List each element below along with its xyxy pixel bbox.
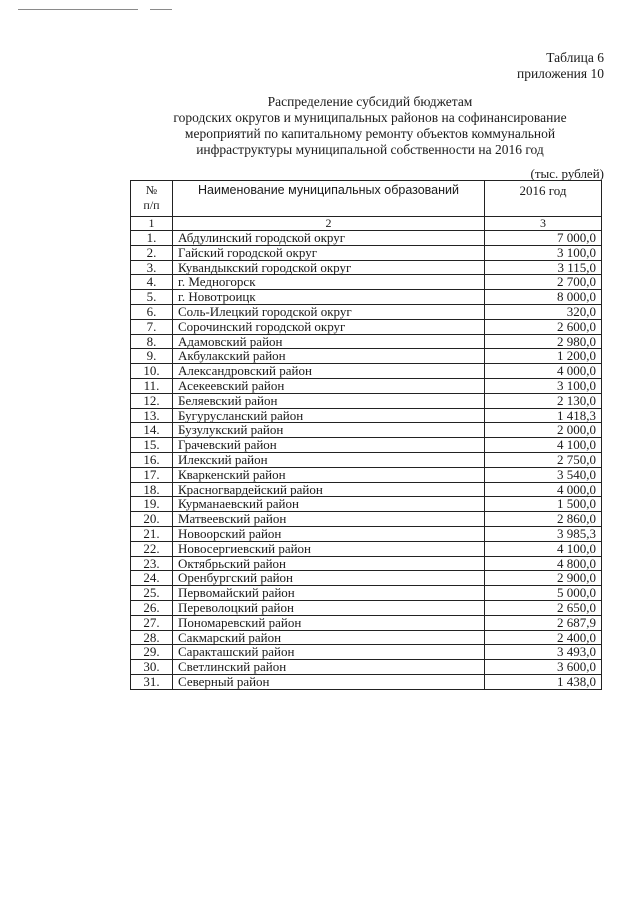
table-row [131,571,602,586]
subsidy-amount: 3 100,0 [485,378,602,393]
title-line: инфраструктуры муниципальной собственности на 2016 год [196,142,544,157]
row-number: 15. [131,438,173,453]
subsidy-amount: 1 500,0 [485,497,602,512]
municipality-name: Октябрьский район [173,556,485,571]
table-row [131,364,602,379]
table-row [131,378,602,393]
subsidy-amount: 1 200,0 [485,349,602,364]
municipality-name: Матвеевский район [173,512,485,527]
row-number: 2. [131,245,173,260]
column-index: 2 [173,217,485,231]
row-number: 31. [131,674,173,689]
subsidy-amount: 3 115,0 [485,260,602,275]
subsidy-amount: 5 000,0 [485,586,602,601]
header-number-symbol: № [145,183,158,197]
column-index-row [131,217,602,231]
appendix-label: приложения 10 [516,66,604,81]
row-number: 27. [131,615,173,630]
row-number: 18. [131,482,173,497]
title-line: городских округов и муниципальных районов на софинансирование [173,110,567,125]
municipality-name: Илекский район [173,452,485,467]
subsidy-amount: 4 100,0 [485,541,602,556]
municipality-name: Бугурусланский район [173,408,485,423]
municipality-name: Пономаревский район [173,615,485,630]
header-name: Наименование муниципальных образований [173,181,485,217]
municipality-name: Бузулукский район [173,423,485,438]
row-number: 4. [131,275,173,290]
document-title [145,94,595,158]
row-number: 3. [131,260,173,275]
municipality-name: Новосергиевский район [173,541,485,556]
row-number: 13. [131,408,173,423]
municipality-name: Акбулакский район [173,349,485,364]
table-row [131,290,602,305]
municipality-name: Саракташский район [173,645,485,660]
table-row [131,423,602,438]
municipality-name: Новоорский район [173,526,485,541]
table-row [131,438,602,453]
header-year: 2016 год [485,181,602,217]
table-row [131,645,602,660]
municipality-name: Северный район [173,674,485,689]
subsidy-amount: 3 493,0 [485,645,602,660]
municipality-name: Адамовский район [173,334,485,349]
column-index: 3 [485,217,602,231]
municipality-name: г. Новотроицк [173,290,485,305]
subsidy-amount: 1 418,3 [485,408,602,423]
row-number: 1. [131,231,173,246]
column-index: 1 [131,217,173,231]
row-number: 26. [131,600,173,615]
municipality-name: Соль-Илецкий городской округ [173,304,485,319]
subsidy-amount: 2 000,0 [485,423,602,438]
table-row [131,556,602,571]
municipality-name: Переволоцкий район [173,600,485,615]
title-line: Распределение субсидий бюджетам [267,94,473,109]
table-row [131,334,602,349]
subsidy-amount: 3 600,0 [485,660,602,675]
table-row [131,615,602,630]
table-row [131,586,602,601]
subsidy-amount: 7 000,0 [485,231,602,246]
table-row [131,467,602,482]
table-row [131,275,602,290]
subsidy-amount: 3 985,3 [485,526,602,541]
row-number: 21. [131,526,173,541]
title-line: мероприятий по капитальному ремонту объектов коммунальной [184,126,556,141]
subsidy-amount: 2 600,0 [485,319,602,334]
table-row [131,526,602,541]
subsidy-amount: 2 700,0 [485,275,602,290]
table-row [131,452,602,467]
table-row [131,630,602,645]
municipality-name: Асекеевский район [173,378,485,393]
row-number: 24. [131,571,173,586]
subsidy-amount: 320,0 [485,304,602,319]
municipality-name: Кваркенский район [173,467,485,482]
subsidy-amount: 3 100,0 [485,245,602,260]
units-label: (тыс. рублей) [530,166,604,181]
table-row [131,497,602,512]
table-row [131,482,602,497]
subsidy-amount: 2 750,0 [485,452,602,467]
table-label: Таблица 6 [546,50,604,65]
table-row [131,408,602,423]
municipality-name: Красногвардейский район [173,482,485,497]
row-number: 7. [131,319,173,334]
municipality-name: Александровский район [173,364,485,379]
subsidy-amount: 2 980,0 [485,334,602,349]
subsidy-amount: 4 000,0 [485,364,602,379]
subsidy-amount: 2 900,0 [485,571,602,586]
scan-artifact [18,9,138,10]
row-number: 20. [131,512,173,527]
row-number: 25. [131,586,173,601]
row-number: 12. [131,393,173,408]
municipality-name: Грачевский район [173,438,485,453]
subsidy-amount: 4 800,0 [485,556,602,571]
row-number: 16. [131,452,173,467]
table-row [131,674,602,689]
header-number-abbr: п/п [143,198,160,212]
row-number: 9. [131,349,173,364]
row-number: 5. [131,290,173,305]
subsidy-amount: 2 687,9 [485,615,602,630]
subsidy-amount: 3 540,0 [485,467,602,482]
subsidy-amount: 2 400,0 [485,630,602,645]
table-reference [517,50,604,82]
row-number: 11. [131,378,173,393]
municipality-name: Светлинский район [173,660,485,675]
subsidy-amount: 2 860,0 [485,512,602,527]
municipality-name: Курманаевский район [173,497,485,512]
scan-artifact [150,9,172,10]
row-number: 6. [131,304,173,319]
table-row [131,304,602,319]
table-header-row [131,181,602,217]
subsidy-amount: 1 438,0 [485,674,602,689]
table-row [131,260,602,275]
municipality-name: Кувандыкский городской округ [173,260,485,275]
municipality-name: Гайский городской округ [173,245,485,260]
row-number: 30. [131,660,173,675]
row-number: 28. [131,630,173,645]
subsidy-amount: 4 100,0 [485,438,602,453]
row-number: 23. [131,556,173,571]
subsidy-amount: 8 000,0 [485,290,602,305]
municipality-name: Сорочинский городской округ [173,319,485,334]
table-row [131,600,602,615]
table-row [131,660,602,675]
table-row [131,512,602,527]
row-number: 29. [131,645,173,660]
row-number: 19. [131,497,173,512]
subsidy-amount: 4 000,0 [485,482,602,497]
table-row [131,319,602,334]
subsidy-amount: 2 130,0 [485,393,602,408]
row-number: 14. [131,423,173,438]
table-row [131,231,602,246]
table-row [131,245,602,260]
municipality-name: Оренбургский район [173,571,485,586]
municipality-name: Первомайский район [173,586,485,601]
row-number: 22. [131,541,173,556]
municipality-name: Сакмарский район [173,630,485,645]
municipality-name: Абдулинский городской округ [173,231,485,246]
row-number: 10. [131,364,173,379]
table-body [131,231,602,690]
municipality-name: г. Медногорск [173,275,485,290]
table-row [131,393,602,408]
row-number: 8. [131,334,173,349]
row-number: 17. [131,467,173,482]
subsidy-amount: 2 650,0 [485,600,602,615]
municipality-name: Беляевский район [173,393,485,408]
table-row [131,541,602,556]
header-number [131,181,173,217]
subsidy-table [130,180,602,690]
table-row [131,349,602,364]
